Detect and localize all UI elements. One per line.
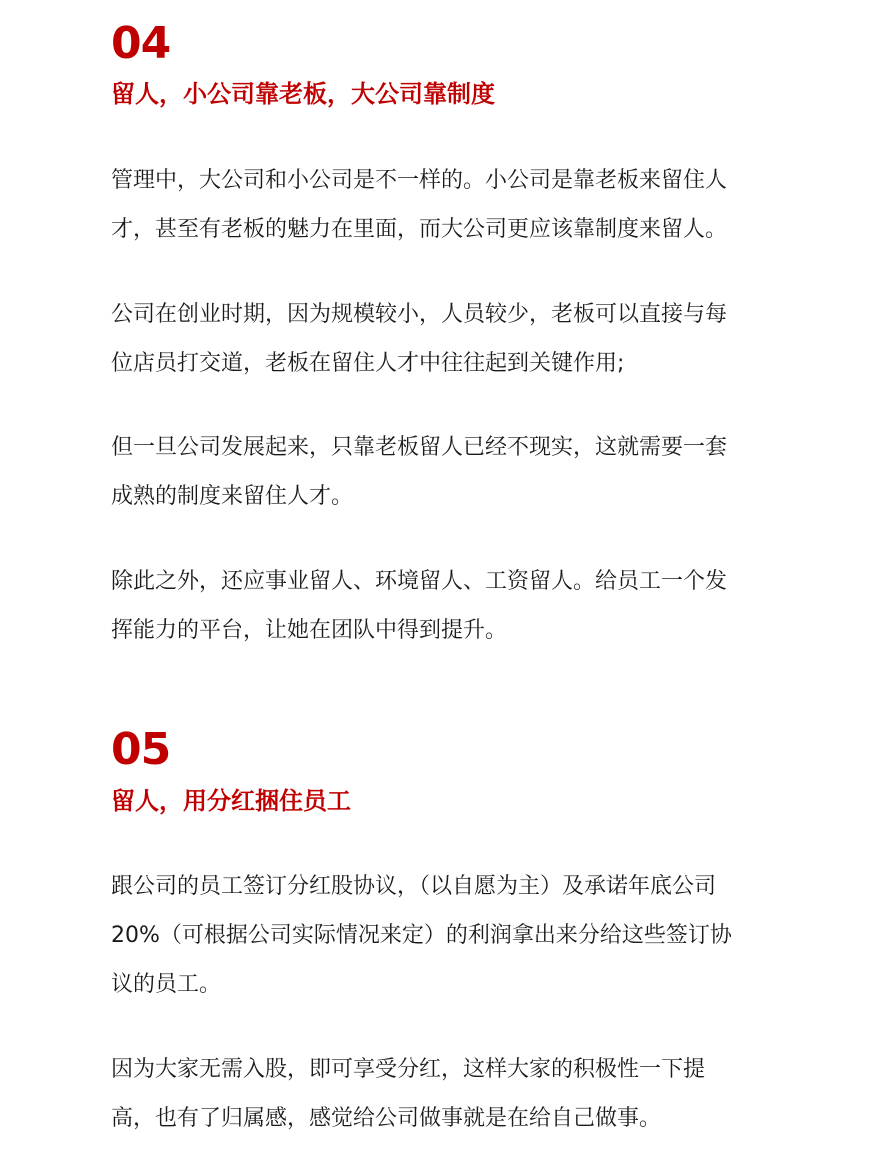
section-title: 留人，小公司靠老板，大公司靠制度 <box>111 80 495 108</box>
paragraph <box>111 1045 771 1143</box>
section-title: 留人，用分红捆住员工 <box>111 787 351 815</box>
section-number: 05 <box>111 724 171 775</box>
paragraph-line: 因为大家无需入股，即可享受分红，这样大家的积极性一下提 <box>111 1057 706 1082</box>
paragraph <box>111 423 771 521</box>
paragraph-line: 挥能力的平台，让她在团队中得到提升。 <box>111 618 508 643</box>
paragraph-line: 公司在创业时期，因为规模较小，人员较少，老板可以直接与每 <box>111 302 728 327</box>
section-number: 04 <box>111 18 171 69</box>
paragraph-line: 议的员工。 <box>111 972 222 997</box>
section-04-header <box>111 20 771 109</box>
paragraph <box>111 557 771 655</box>
paragraph-line: 跟公司的员工签订分红股协议，（以自愿为主）及承诺年底公司 <box>111 874 717 899</box>
paragraph-line: 但一旦公司发展起来，只靠老板留人已经不现实，这就需要一套 <box>111 435 728 460</box>
paragraph <box>111 156 771 254</box>
paragraph-line: 20%（可根据公司实际情况来定）的利润拿出来分给这些签订协 <box>111 923 732 948</box>
paragraph <box>111 862 771 1009</box>
paragraph <box>111 290 771 388</box>
paragraph-line: 管理中，大公司和小公司是不一样的。小公司是靠老板来留住人 <box>111 168 728 193</box>
paragraph-line: 位店员打交道，老板在留住人才中往往起到关键作用; <box>111 351 625 376</box>
paragraph-line: 才，甚至有老板的魅力在里面，而大公司更应该靠制度来留人。 <box>111 217 728 242</box>
paragraph-line: 成熟的制度来留住人才。 <box>111 484 354 509</box>
paragraph-line: 高，也有了归属感，感觉给公司做事就是在给自己做事。 <box>111 1106 662 1131</box>
paragraph-line: 除此之外，还应事业留人、环境留人、工资留人。给员工一个发 <box>111 569 728 594</box>
section-05-header <box>111 726 771 816</box>
